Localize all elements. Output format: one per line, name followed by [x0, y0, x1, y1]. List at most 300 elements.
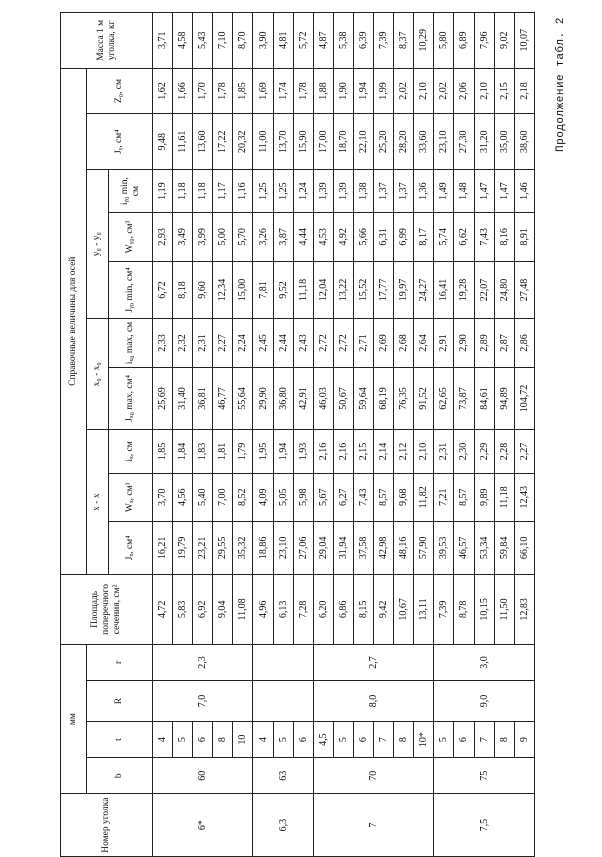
cell-Wy0: 3,26	[253, 213, 273, 261]
header-iy0min: iᵧ₀ min, см	[109, 169, 153, 212]
cell-Z0: 1,90	[333, 68, 353, 114]
cell-ix: 2,16	[333, 430, 353, 473]
cell-iy0min: 1,36	[414, 169, 434, 212]
cell-ix: 1,83	[193, 430, 213, 473]
cell-Z0: 1,78	[213, 68, 233, 114]
cell-iy0min: 1,37	[374, 169, 394, 212]
cell-Wx: 9,68	[394, 473, 414, 521]
cell-Z0: 1,70	[193, 68, 213, 114]
cell-ix: 2,27	[514, 430, 534, 473]
cell-Jy: 25,20	[374, 114, 394, 169]
cell-iy0min: 1,18	[193, 169, 213, 212]
table-row	[414, 13, 434, 857]
cell-iy0min: 1,19	[153, 169, 173, 212]
header-reference-values: Справочные величины для осей	[61, 68, 87, 574]
cell-Jx0max: 94,89	[494, 367, 514, 430]
cell-mass: 8,70	[233, 13, 253, 69]
cell-Jy0min: 22,07	[474, 261, 494, 319]
cell-area: 10,67	[394, 574, 414, 644]
cell-Jy: 20,32	[233, 114, 253, 169]
cell-Jx: 27,06	[293, 521, 313, 574]
cell-t: 5	[273, 722, 293, 758]
header-mass: Масса 1 м уголка, кг	[61, 13, 153, 69]
rotated-table	[60, 12, 602, 857]
cell-t: 10	[233, 722, 253, 758]
cell-Z0: 1,62	[153, 68, 173, 114]
cell-Wy0: 4,92	[333, 213, 353, 261]
cell-Jx: 66,10	[514, 521, 534, 574]
cell-Jx: 35,32	[233, 521, 253, 574]
header-r: r	[87, 644, 153, 680]
header-Z0: Z₀, см	[87, 68, 153, 114]
cell-t: 10*	[414, 722, 434, 758]
cell-Jy0min: 24,80	[494, 261, 514, 319]
cell-ix0max: 2,44	[273, 319, 293, 367]
table-body	[153, 13, 535, 857]
cell-ix: 2,14	[374, 430, 394, 473]
cell-Jy0min: 13,22	[333, 261, 353, 319]
cell-mass: 7,96	[474, 13, 494, 69]
cell-b: 75	[434, 758, 535, 794]
table-header	[61, 13, 153, 857]
cell-Jx: 48,16	[394, 521, 414, 574]
cell-iy0min: 1,47	[474, 169, 494, 212]
cell-Wx: 11,82	[414, 473, 434, 521]
cell-mass: 6,39	[353, 13, 373, 69]
cell-Z0: 1,94	[353, 68, 373, 114]
cell-mass: 5,80	[434, 13, 454, 69]
cell-ix0max: 2,72	[333, 319, 353, 367]
cell-Z0: 1,85	[233, 68, 253, 114]
cell-Wx: 3,70	[153, 473, 173, 521]
header-t: t	[87, 722, 153, 758]
cell-Wy0: 5,00	[213, 213, 233, 261]
cell-area: 12,83	[514, 574, 534, 644]
cell-iy0min: 1,17	[213, 169, 233, 212]
cell-ix0max: 2,31	[193, 319, 213, 367]
cell-Wy0: 8,17	[414, 213, 434, 261]
cell-ix0max: 2,64	[414, 319, 434, 367]
cell-Jy: 13,60	[193, 114, 213, 169]
cell-area: 8,15	[353, 574, 373, 644]
table-row	[514, 13, 534, 857]
cell-Wx: 4,56	[173, 473, 193, 521]
cell-Z0: 2,10	[414, 68, 434, 114]
cell-Wy0: 7,43	[474, 213, 494, 261]
header-ix: iₓ, см	[109, 430, 153, 473]
cell-Jy: 11,00	[253, 114, 273, 169]
cell-Jy0min: 19,97	[394, 261, 414, 319]
cell-Jy0min: 6,72	[153, 261, 173, 319]
cell-Jy0min: 27,48	[514, 261, 534, 319]
cell-iy0min: 1,16	[233, 169, 253, 212]
cell-ix: 1,81	[213, 430, 233, 473]
cell-b: 70	[313, 758, 434, 794]
header-area: Площадь поперечного сечения, см²	[61, 574, 153, 644]
table-row	[374, 13, 394, 857]
angle-table	[60, 12, 535, 857]
cell-ix: 2,16	[313, 430, 333, 473]
header-number: Номер уголка	[61, 794, 153, 857]
cell-Jx0max: 91,52	[414, 367, 434, 430]
cell-Jy: 38,60	[514, 114, 534, 169]
cell-Jx0max: 59,64	[353, 367, 373, 430]
cell-t: 8	[394, 722, 414, 758]
cell-Jx: 42,98	[374, 521, 394, 574]
cell-Jx0max: 76,35	[394, 367, 414, 430]
cell-t: 8	[213, 722, 233, 758]
cell-Jx0max: 36,80	[273, 367, 293, 430]
cell-Jx0max: 42,91	[293, 367, 313, 430]
cell-Wx: 11,18	[494, 473, 514, 521]
table-row	[153, 13, 173, 857]
cell-Jx: 31,94	[333, 521, 353, 574]
cell-Jy: 9,48	[153, 114, 173, 169]
cell-Jy: 18,70	[333, 114, 353, 169]
cell-t: 4	[153, 722, 173, 758]
cell-ix0max: 2,33	[153, 319, 173, 367]
table-row	[253, 13, 273, 857]
cell-ix0max: 2,27	[213, 319, 233, 367]
cell-t: 7	[374, 722, 394, 758]
cell-iy0min: 1,37	[394, 169, 414, 212]
cell-Wy0: 5,74	[434, 213, 454, 261]
cell-ix0max: 2,68	[394, 319, 414, 367]
cell-Wx: 5,05	[273, 473, 293, 521]
cell-Wx: 8,57	[454, 473, 474, 521]
table-row	[273, 13, 293, 857]
table-area	[60, 12, 602, 857]
cell-Jx: 39,53	[434, 521, 454, 574]
cell-Jx0max: 68,19	[374, 367, 394, 430]
cell-ix: 2,12	[394, 430, 414, 473]
cell-R: 8,0	[313, 681, 434, 722]
cell-Jy: 11,61	[173, 114, 193, 169]
table-row	[293, 13, 313, 857]
cell-mass: 8,37	[394, 13, 414, 69]
cell-iy0min: 1,18	[173, 169, 193, 212]
cell-ix: 1,93	[293, 430, 313, 473]
cell-mass: 10,29	[414, 13, 434, 69]
header-Wx: Wₓ, см³	[109, 473, 153, 521]
cell-ix0max: 2,24	[233, 319, 253, 367]
cell-Jx: 23,10	[273, 521, 293, 574]
cell-r: 2,7	[313, 644, 434, 680]
cell-Wx: 6,27	[333, 473, 353, 521]
cell-t: 6	[293, 722, 313, 758]
cell-ix0max: 2,71	[353, 319, 373, 367]
cell-ix: 2,10	[414, 430, 434, 473]
cell-Jy0min: 9,52	[273, 261, 293, 319]
cell-Jy: 17,00	[313, 114, 333, 169]
cell-Wy0: 3,99	[193, 213, 213, 261]
table-row	[173, 13, 193, 857]
cell-area: 7,39	[434, 574, 454, 644]
cell-area: 11,08	[233, 574, 253, 644]
cell-Wy0: 4,53	[313, 213, 333, 261]
cell-ix: 2,31	[434, 430, 454, 473]
cell-iy0min: 1,39	[333, 169, 353, 212]
cell-Jy0min: 19,28	[454, 261, 474, 319]
cell-Jy0min: 7,81	[253, 261, 273, 319]
table-row	[353, 13, 373, 857]
header-axis-x0: x₀ - x₀	[87, 319, 109, 430]
cell-Jy0min: 17,77	[374, 261, 394, 319]
cell-t: 7	[474, 722, 494, 758]
header-Jy0min: Jᵧ₀ min, см⁴	[109, 261, 153, 319]
cell-mass: 3,71	[153, 13, 173, 69]
cell-area: 6,13	[273, 574, 293, 644]
cell-Wy0: 6,99	[394, 213, 414, 261]
cell-mass: 6,89	[454, 13, 474, 69]
table-row	[313, 13, 333, 857]
cell-Jx: 23,21	[193, 521, 213, 574]
cell-t: 5	[173, 722, 193, 758]
cell-area: 10,15	[474, 574, 494, 644]
cell-mass: 9,02	[494, 13, 514, 69]
table-row	[434, 13, 454, 857]
cell-Jx0max: 46,77	[213, 367, 233, 430]
cell-number: 7,5	[434, 794, 535, 857]
cell-area: 6,20	[313, 574, 333, 644]
cell-Jx: 19,79	[173, 521, 193, 574]
cell-mass: 5,43	[193, 13, 213, 69]
cell-ix0max: 2,72	[313, 319, 333, 367]
cell-Z0: 1,99	[374, 68, 394, 114]
cell-Jy0min: 24,27	[414, 261, 434, 319]
cell-Jy0min: 9,60	[193, 261, 213, 319]
cell-Wy0: 2,93	[153, 213, 173, 261]
cell-Jy: 35,00	[494, 114, 514, 169]
cell-mass: 3,90	[253, 13, 273, 69]
cell-Jy: 33,60	[414, 114, 434, 169]
table-row	[333, 13, 353, 857]
cell-Jy0min: 12,34	[213, 261, 233, 319]
cell-area: 5,83	[173, 574, 193, 644]
page-title: Продолжение табл. 2	[555, 17, 567, 152]
cell-area: 4,96	[253, 574, 273, 644]
cell-Wx: 8,52	[233, 473, 253, 521]
cell-Jy0min: 16,41	[434, 261, 454, 319]
header-R: R	[87, 681, 153, 722]
cell-t: 6	[193, 722, 213, 758]
cell-Wy0: 5,70	[233, 213, 253, 261]
cell-Z0: 2,02	[434, 68, 454, 114]
cell-Jx: 37,58	[353, 521, 373, 574]
cell-Z0: 2,15	[494, 68, 514, 114]
cell-Jx: 53,34	[474, 521, 494, 574]
cell-Z0: 2,02	[394, 68, 414, 114]
cell-Jy: 23,10	[434, 114, 454, 169]
cell-Wx: 12,43	[514, 473, 534, 521]
cell-ix0max: 2,45	[253, 319, 273, 367]
table-row	[454, 13, 474, 857]
cell-ix0max: 2,32	[173, 319, 193, 367]
cell-Wx: 7,00	[213, 473, 233, 521]
cell-Jy0min: 15,52	[353, 261, 373, 319]
cell-Jx0max: 46,03	[313, 367, 333, 430]
cell-Jx0max: 31,40	[173, 367, 193, 430]
cell-Jx: 57,90	[414, 521, 434, 574]
cell-mass: 4,81	[273, 13, 293, 69]
cell-area: 7,28	[293, 574, 313, 644]
header-ix0max: iₓ₀ max, см	[109, 319, 153, 367]
cell-Wx: 9,89	[474, 473, 494, 521]
header-Jy: Jᵧ, см⁴	[87, 114, 153, 169]
cell-Z0: 2,06	[454, 68, 474, 114]
header-b: b	[87, 758, 153, 794]
cell-Jy: 22,10	[353, 114, 373, 169]
cell-Jy: 27,30	[454, 114, 474, 169]
cell-iy0min: 1,38	[353, 169, 373, 212]
cell-Jx0max: 62,65	[434, 367, 454, 430]
cell-Wx: 4,09	[253, 473, 273, 521]
cell-iy0min: 1,24	[293, 169, 313, 212]
cell-ix: 2,29	[474, 430, 494, 473]
cell-Wy0: 3,87	[273, 213, 293, 261]
cell-number: 6,3	[253, 794, 313, 857]
header-Jx: Jₓ, см⁴	[109, 521, 153, 574]
cell-ix: 2,15	[353, 430, 373, 473]
cell-Jx0max: 104,72	[514, 367, 534, 430]
cell-t: 9	[514, 722, 534, 758]
cell-Jx: 59,84	[494, 521, 514, 574]
cell-mass: 5,38	[333, 13, 353, 69]
cell-iy0min: 1,46	[514, 169, 534, 212]
cell-area: 13,11	[414, 574, 434, 644]
cell-Jy0min: 12,04	[313, 261, 333, 319]
cell-Z0: 1,78	[293, 68, 313, 114]
cell-mass: 10,07	[514, 13, 534, 69]
cell-Jx0max: 73,87	[454, 367, 474, 430]
cell-Wx: 5,98	[293, 473, 313, 521]
cell-iy0min: 1,49	[434, 169, 454, 212]
cell-Wy0: 4,44	[293, 213, 313, 261]
cell-area: 6,92	[193, 574, 213, 644]
cell-mass: 5,72	[293, 13, 313, 69]
header-axis-y0: y₀ - y₀	[87, 169, 109, 318]
cell-number: 7	[313, 794, 434, 857]
cell-b: 60	[153, 758, 253, 794]
cell-ix: 1,95	[253, 430, 273, 473]
table-row	[394, 13, 414, 857]
cell-Z0: 1,66	[173, 68, 193, 114]
cell-t: 5	[333, 722, 353, 758]
cell-Jy: 31,20	[474, 114, 494, 169]
cell-Wx: 5,67	[313, 473, 333, 521]
cell-ix0max: 2,43	[293, 319, 313, 367]
table-row	[213, 13, 233, 857]
cell-ix0max: 2,91	[434, 319, 454, 367]
cell-Z0: 1,88	[313, 68, 333, 114]
cell-area: 4,72	[153, 574, 173, 644]
cell-ix: 1,84	[173, 430, 193, 473]
cell-Z0: 1,74	[273, 68, 293, 114]
cell-iy0min: 1,25	[273, 169, 293, 212]
cell-R: 9,0	[434, 681, 535, 722]
cell-R: 7,0	[153, 681, 253, 722]
cell-mass: 4,87	[313, 13, 333, 69]
cell-Wy0: 6,31	[374, 213, 394, 261]
cell-ix: 1,79	[233, 430, 253, 473]
table-row	[474, 13, 494, 857]
cell-Wx: 7,21	[434, 473, 454, 521]
cell-Jx: 29,55	[213, 521, 233, 574]
cell-Jx0max: 84,61	[474, 367, 494, 430]
cell-Jx0max: 36,81	[193, 367, 213, 430]
cell-Jy0min: 11,18	[293, 261, 313, 319]
cell-ix0max: 2,87	[494, 319, 514, 367]
cell-iy0min: 1,39	[313, 169, 333, 212]
cell-number: 6*	[153, 794, 253, 857]
cell-r	[253, 644, 313, 680]
cell-iy0min: 1,48	[454, 169, 474, 212]
cell-Jy: 15,90	[293, 114, 313, 169]
cell-Jx0max: 50,67	[333, 367, 353, 430]
cell-Jy0min: 15,00	[233, 261, 253, 319]
header-Wy0: Wᵧ₀, см³	[109, 213, 153, 261]
cell-ix0max: 2,69	[374, 319, 394, 367]
table-row	[494, 13, 514, 857]
cell-iy0min: 1,47	[494, 169, 514, 212]
cell-Jx: 16,21	[153, 521, 173, 574]
cell-Jy: 17,22	[213, 114, 233, 169]
header-axis-x: x - x	[87, 430, 109, 575]
cell-ix: 2,30	[454, 430, 474, 473]
cell-t: 4	[253, 722, 273, 758]
cell-Jx: 46,57	[454, 521, 474, 574]
cell-mass: 7,10	[213, 13, 233, 69]
header-Jx0max: Jₓ₀ max, см⁴	[109, 367, 153, 430]
cell-t: 6	[353, 722, 373, 758]
cell-ix0max: 2,89	[474, 319, 494, 367]
cell-Wy0: 3,49	[173, 213, 193, 261]
cell-ix0max: 2,90	[454, 319, 474, 367]
cell-t: 8	[494, 722, 514, 758]
cell-Wx: 8,57	[374, 473, 394, 521]
cell-iy0min: 1,25	[253, 169, 273, 212]
cell-t: 4,5	[313, 722, 333, 758]
cell-Jy: 13,70	[273, 114, 293, 169]
cell-b: 63	[253, 758, 313, 794]
cell-Jy: 28,20	[394, 114, 414, 169]
cell-r: 2,3	[153, 644, 253, 680]
cell-Jx0max: 55,64	[233, 367, 253, 430]
cell-area: 6,86	[333, 574, 353, 644]
cell-area: 11,50	[494, 574, 514, 644]
cell-ix: 1,94	[273, 430, 293, 473]
cell-area: 9,04	[213, 574, 233, 644]
cell-Wy0: 5,66	[353, 213, 373, 261]
cell-ix: 1,85	[153, 430, 173, 473]
cell-area: 8,78	[454, 574, 474, 644]
cell-Wx: 7,43	[353, 473, 373, 521]
table-row	[233, 13, 253, 857]
cell-Jx0max: 29,90	[253, 367, 273, 430]
cell-t: 6	[454, 722, 474, 758]
table-row	[193, 13, 213, 857]
cell-t: 5	[434, 722, 454, 758]
cell-Wy0: 8,91	[514, 213, 534, 261]
cell-Jx: 18,86	[253, 521, 273, 574]
header-mm: мм	[61, 644, 87, 794]
cell-Jx: 29,04	[313, 521, 333, 574]
cell-Wx: 5,40	[193, 473, 213, 521]
cell-ix: 2,28	[494, 430, 514, 473]
cell-Z0: 2,10	[474, 68, 494, 114]
cell-Z0: 2,18	[514, 68, 534, 114]
cell-area: 9,42	[374, 574, 394, 644]
